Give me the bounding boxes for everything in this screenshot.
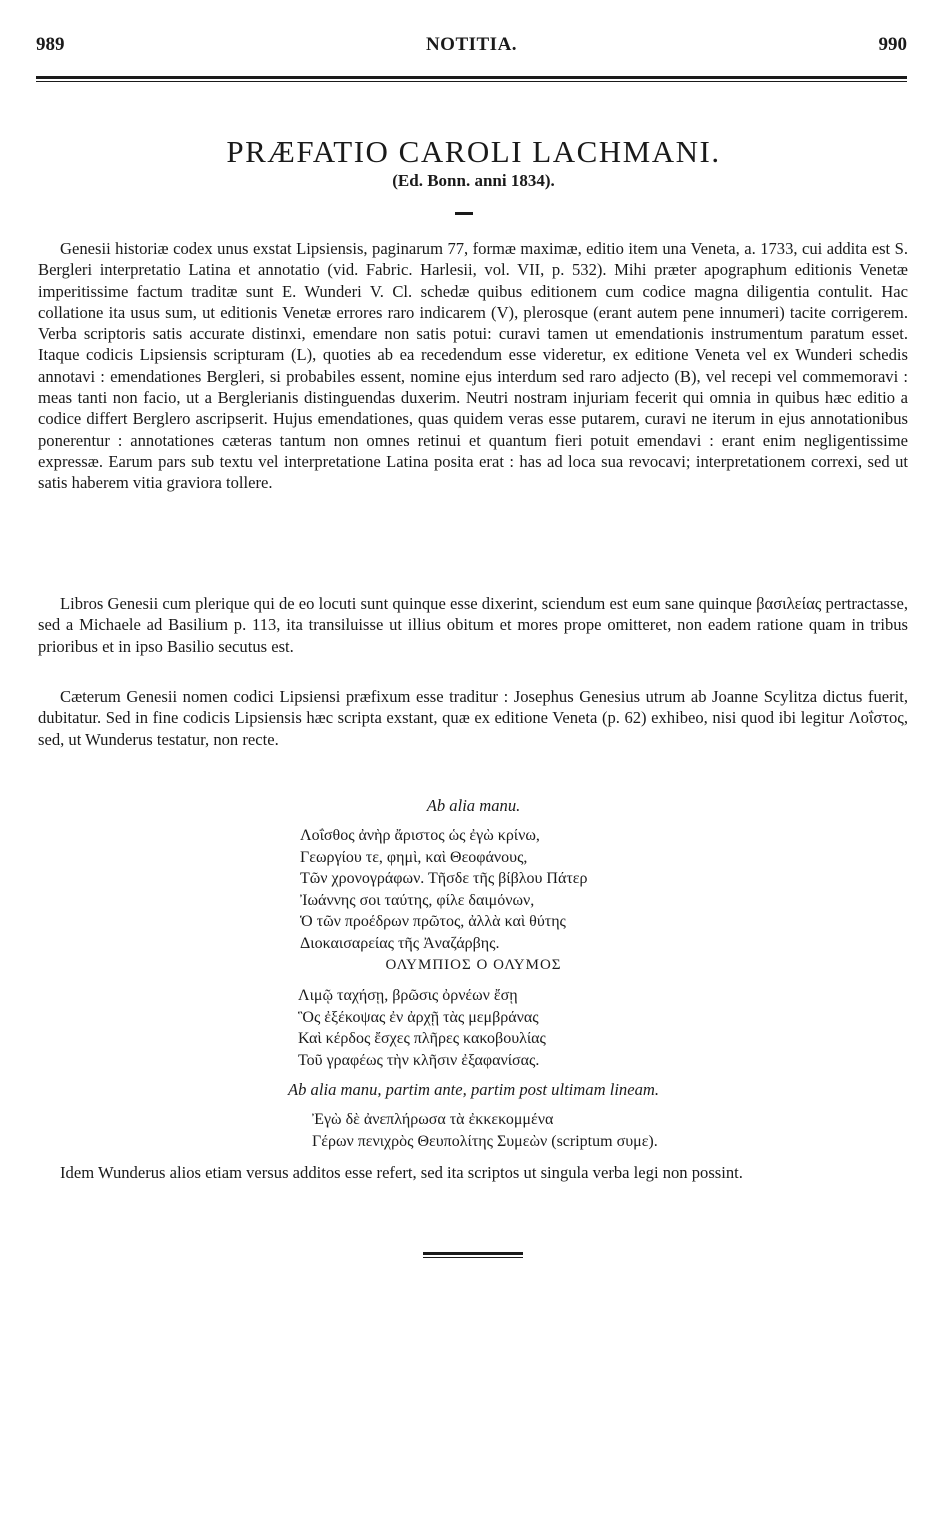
running-header xyxy=(36,30,907,60)
verse-line: Λιμῷ ταχήσῃ, βρῶσις ὀρνέων ἔσῃ xyxy=(298,987,518,1004)
verse-heading-partim-ante: Ab alia manu, partim ante, partim post ultimam lineam. xyxy=(287,1080,660,1099)
preface-title: PRÆFATIO CAROLI LACHMANI. xyxy=(226,133,721,169)
verse-heading-ab-alia-manu: Ab alia manu. xyxy=(426,796,521,815)
paragraph-text: Cæterum Genesii nomen codici Lipsiensi præfixum esse traditur : Josephus Genesius utrum ab Joanne Scylitza dictus fuerit, dubitatur. Sed in fine codicis Lipsiensis hæc scripta exstant, quæ ex editione Veneta (p. 62) exhibeo, nisi quod ibi legitur Λοΐστος, sed, ut Wunderus testatur, non recte. xyxy=(38,687,908,749)
greek-verse-block-3 xyxy=(312,1109,658,1152)
paragraph-1 xyxy=(38,238,908,494)
end-rule xyxy=(423,1252,523,1258)
verse-line: Γέρων πενιχρὸς Θευπολίτης Συμεὼν (scriptum συμε). xyxy=(312,1132,658,1150)
verse-line: Τοῦ γραφέως τὴν κλῆσιν ἐξαφανίσας. xyxy=(298,1051,540,1069)
greek-verse-block-1 xyxy=(300,825,588,954)
paragraph-2 xyxy=(38,593,908,657)
verse-line: Γεωργίου τε, φημὶ, καὶ Θεοφάνους, xyxy=(300,848,528,866)
verse-line: Καὶ κέρδος ἔσχες πλῆρες κακοβουλίας xyxy=(298,1030,546,1047)
paragraph-text: Idem Wunderus alios etiam versus additos esse refert, sed ita scriptos ut singula verba legi non possint. xyxy=(60,1163,743,1182)
verse-line: Τῶν χρονογράφων. Τῆσδε τῆς βίβλου Πάτερ xyxy=(300,870,588,887)
verse-heading-olympios: ΟΛΥΜΠΙΟΣ Ο ΟΛΥΜΟΣ xyxy=(385,957,562,973)
verse-line: Ἐγὼ δὲ ἀνεπλήρωσα τὰ ἐκκεκομμένα xyxy=(312,1111,554,1128)
edition-note: (Ed. Bonn. anni 1834). xyxy=(392,171,555,190)
verse-line: Λοΐσθος ἀνὴρ ἄριστος ὡς ἐγὼ κρίνω, xyxy=(300,827,540,844)
page-number-left: 989 xyxy=(36,34,65,55)
header-rule xyxy=(36,76,907,82)
closing-paragraph xyxy=(38,1162,908,1183)
page-number-right: 990 xyxy=(878,34,907,55)
greek-verse-block-2 xyxy=(298,985,546,1071)
paragraph-3 xyxy=(38,686,908,750)
paragraph-text: Genesii historiæ codex unus exstat Lipsiensis, paginarum 77, formæ maximæ, editio item una Veneta, a. 1733, cui addita est S. Bergleri interpretatio Latina et annotatio (vid. Fabric. Harlesii, vol. VII, p. 532). Mihi præter apographum editionis Venetæ imperitissime factum traditæ sunt E. Wunderi V. Cl. schedæ quibus editionem cum codice magna diligentia contulit. Hac collatione ita usus sum, ut editionis Venetæ errores raro indicarem (V), plerosque (erant autem pene innumeri) tacite corrigerem. Verba scriptoris satis accurate distinxi, emendare non satis potui: curavi tamen ut emendationis instrumentum paratum esset. Itaque codicis Lipsiensis scripturam (L), quoties ab ea recedendum esse videretur, ex editione Veneta vel ex Wunderi schedis annotavi : emendationes Bergleri, si probabiles essent, nomine ejus interdum sed raro adjecto (B), vel recepi vel commemoravi : meas tanti non facio, ut a Berglerianis distinguendas duxerim. Neutri nostram injuriam fecerit qui omnia in quibus hæc editio a codice differt Berglero ascripserit. Hujus emendationes, quas quidem veras esse putarem, curavi ne iterum in ejus annotationibus ponerentur : annotationes cæteras tantum non omnes retinui et quantum fieri potuit emendavi : erant enim negligentissime expressæ. Earum pars sub textu vel interpretatione Latina posita erat : has ad loca sua revocavi; interpretationem correxi, sed ut satis haberem vitia graviora tollere. xyxy=(38,239,908,493)
verse-line: Ὁ τῶν προέδρων πρῶτος, ἀλλὰ καὶ θύτης xyxy=(300,913,566,930)
title-dash xyxy=(455,212,473,215)
running-title: NOTITIA. xyxy=(425,34,518,55)
verse-line: Διοκαισαρείας τῆς Ἀναζάρβης. xyxy=(300,934,500,952)
paragraph-text: Libros Genesii cum plerique qui de eo locuti sunt quinque esse dixerint, sciendum est eum sane quinque βασιλείας pertractasse, sed a Michaele ad Basilium p. 113, ita transiluisse ut illius obitum et mores prope omitteret, non eadem ratione quam in tribus prioribus et in ipso Basilio secutus est. xyxy=(38,594,908,656)
verse-line: Ἰωάννης σοι ταύτης, φίλε δαιμόνων, xyxy=(300,891,535,909)
verse-line: Ὃς ἐξέκοψας ἐν ἀρχῇ τὰς μεμβράνας xyxy=(298,1008,539,1026)
